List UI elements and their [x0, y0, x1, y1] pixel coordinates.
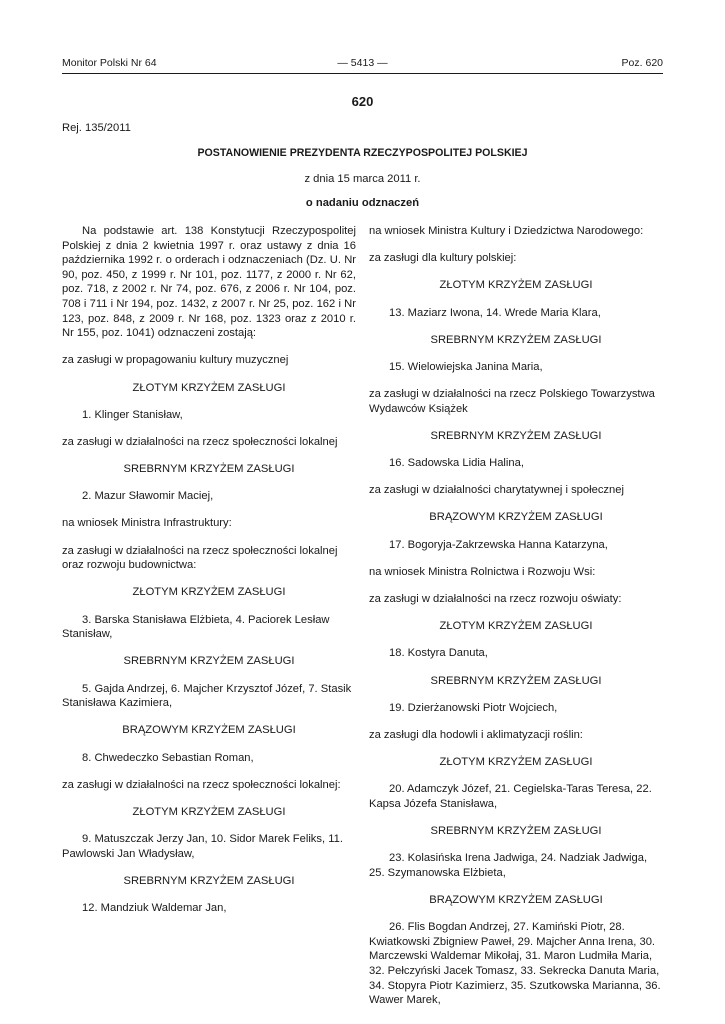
- decoration-heading: SREBRNYM KRZYŻEM ZASŁUGI: [430, 333, 602, 346]
- criteria-paragraph: za zasługi w działalności na rzecz społeczności lokalnej oraz rozwoju budownictwa:: [62, 544, 338, 572]
- decoration-heading: ZŁOTYM KRZYŻEM ZASŁUGI: [132, 586, 286, 599]
- document-date: z dnia 15 marca 2011 r.: [304, 173, 421, 185]
- recipient-list: 15. Wielowiejska Janina Maria,: [389, 360, 543, 373]
- decoration-heading: ZŁOTYM KRZYŻEM ZASŁUGI: [132, 381, 286, 394]
- recipient-list: 3. Barska Stanisława Elżbieta, 4. Paciorek Lesław Stanisław,: [62, 613, 330, 641]
- intro-paragraph: Na podstawie art. 138 Konstytucji Rzeczypospolitej Polskiej z dnia 2 kwietnia 1997 r. oraz ustawy z dnia 16 października 1992 r. o orderach i odznaczeniach (Dz. U. Nr 90, poz. 450, z 1999 r. Nr 101, poz. 1177, z 2000 r. Nr 62, poz. 718, z 2002 r. Nr 74, poz. 676, z 2006 r. Nr 104, poz. 708 i 711 i Nr 194, poz. 1432, z 2007 r. Nr 25, poz. 162 i Nr 123, poz. 848, z 2009 r. Nr 168, poz. 1323 oraz z 2010 r. Nr 155, poz. 1041) odznaczeni zostają:: [62, 225, 356, 340]
- right-column: [369, 224, 663, 1020]
- recipient-list: 5. Gajda Andrzej, 6. Majcher Krzysztof Józef, 7. Stasik Stanisława Kazimiera,: [62, 682, 352, 710]
- decoration-heading: BRĄZOWYM KRZYŻEM ZASŁUGI: [122, 724, 296, 737]
- recipient-list: 26. Flis Bogdan Andrzej, 27. Kamiński Piotr, 28. Kwiatkowski Zbigniew Paweł, 29. Majcher Anna Irena, 30. Marczewski Waldemar Mikołaj, 31. Maron Ludmiła Maria, 32. Pełczyński Jacek Tomasz, 33. Sekrecka Danuta Maria, 34. Stopyra Piotr Kazimierz, 35. Szutkowska Marianna, 36. Wawer Marek,: [369, 921, 661, 1007]
- criteria-paragraph: za zasługi w propagowaniu kultury muzycznej: [62, 354, 289, 367]
- criteria-paragraph: za zasługi dla kultury polskiej:: [369, 252, 517, 265]
- criteria-paragraph: na wniosek Ministra Rolnictwa i Rozwoju Wsi:: [369, 565, 596, 578]
- criteria-paragraph: za zasługi w działalności na rzecz rozwoju oświaty:: [369, 593, 622, 606]
- document-subject: o nadaniu odznaczeń: [305, 197, 420, 209]
- decoration-heading: ZŁOTYM KRZYŻEM ZASŁUGI: [439, 756, 593, 769]
- left-column: [62, 224, 356, 928]
- criteria-paragraph: za zasługi w działalności na rzecz społeczności lokalnej: [62, 435, 338, 448]
- decoration-heading: SREBRNYM KRZYŻEM ZASŁUGI: [430, 674, 602, 687]
- running-header: [62, 56, 663, 70]
- criteria-paragraph: na wniosek Ministra Kultury i Dziedzictwa Narodowego:: [369, 225, 644, 237]
- recipient-list: 16. Sadowska Lidia Halina,: [389, 457, 524, 470]
- recipient-list: 18. Kostyra Danuta,: [389, 647, 488, 660]
- criteria-paragraph: za zasługi dla hodowli i aklimatyzacji roślin:: [369, 728, 583, 741]
- decoration-heading: SREBRNYM KRZYŻEM ZASŁUGI: [430, 429, 602, 442]
- recipient-list: 20. Adamczyk Józef, 21. Cegielska-Taras Teresa, 22. Kapsa Józefa Stanisława,: [369, 783, 652, 810]
- decoration-heading: ZŁOTYM KRZYŻEM ZASŁUGI: [132, 805, 286, 818]
- criteria-paragraph: na wniosek Ministra Infrastruktury:: [62, 517, 232, 530]
- criteria-paragraph: za zasługi w działalności na rzecz społeczności lokalnej:: [62, 778, 341, 791]
- act-number: 620: [351, 94, 374, 109]
- journal-name: Monitor Polski Nr 64: [62, 57, 157, 69]
- recipient-list: 8. Chwedeczko Sebastian Roman,: [82, 751, 254, 764]
- position-number: Poz. 620: [621, 57, 663, 69]
- decoration-heading: ZŁOTYM KRZYŻEM ZASŁUGI: [439, 279, 593, 292]
- decoration-heading: BRĄZOWYM KRZYŻEM ZASŁUGI: [429, 894, 603, 907]
- criteria-paragraph: za zasługi w działalności charytatywnej i społecznej: [369, 484, 624, 497]
- decoration-heading: SREBRNYM KRZYŻEM ZASŁUGI: [123, 463, 295, 476]
- recipient-list: 9. Matuszczak Jerzy Jan, 10. Sidor Marek Feliks, 11. Pawlowski Jan Władysław,: [62, 833, 343, 860]
- page-number: — 5413 —: [337, 57, 388, 69]
- recipient-list: 2. Mazur Sławomir Maciej,: [82, 490, 214, 503]
- recipient-list: 1. Klinger Stanisław,: [82, 408, 183, 421]
- decoration-heading: ZŁOTYM KRZYŻEM ZASŁUGI: [439, 620, 593, 633]
- decoration-heading: SREBRNYM KRZYŻEM ZASŁUGI: [123, 655, 295, 668]
- decoration-heading: BRĄZOWYM KRZYŻEM ZASŁUGI: [429, 511, 603, 524]
- criteria-paragraph: za zasługi w działalności na rzecz Polskiego Towarzystwa Wydawców Książek: [369, 388, 655, 415]
- recipient-list: 23. Kolasińska Irena Jadwiga, 24. Nadziak Jadwiga, 25. Szymanowska Elżbieta,: [369, 852, 648, 879]
- recipient-list: 12. Mandziuk Waldemar Jan,: [82, 902, 227, 915]
- registry-reference: Rej. 135/2011: [62, 122, 131, 134]
- header-divider: [62, 73, 663, 74]
- document-title: POSTANOWIENIE PREZYDENTA RZECZYPOSPOLITEJ POLSKIEJ: [197, 147, 528, 159]
- recipient-list: 13. Maziarz Iwona, 14. Wrede Maria Klara,: [389, 306, 601, 319]
- decoration-heading: SREBRNYM KRZYŻEM ZASŁUGI: [430, 825, 602, 838]
- recipient-list: 19. Dzierżanowski Piotr Wojciech,: [389, 701, 558, 714]
- decoration-heading: SREBRNYM KRZYŻEM ZASŁUGI: [123, 874, 295, 887]
- recipient-list: 17. Bogoryja-Zakrzewska Hanna Katarzyna,: [389, 538, 608, 551]
